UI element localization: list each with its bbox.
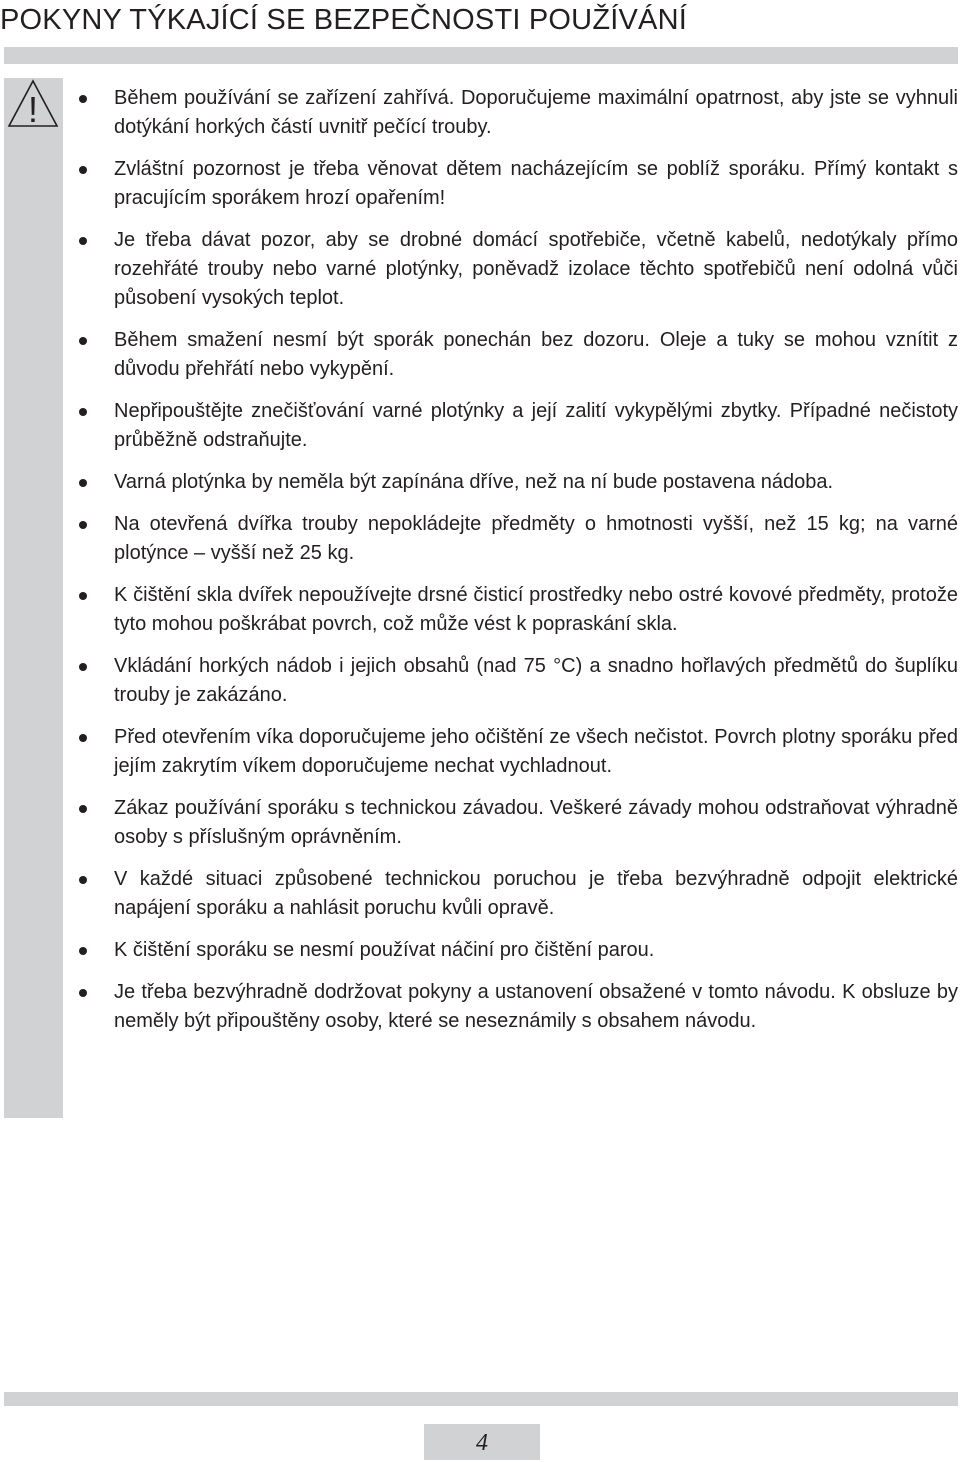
instruction-text: Je třeba dávat pozor, aby se drobné domácí spotřebiče, včetně kabelů, nedotýkaly přímo rozehřáté trouby nebo varné plotýnky, poněvadž izolace těchto spotřebičů není odolná vůči působení vysokých teplot. [114, 229, 958, 309]
footer-divider [4, 1392, 958, 1406]
instruction-text: Vkládání horkých nádob i jejich obsahů (nad 75 °C) a snadno hořlavých předmětů do šuplíku trouby je zakázáno. [114, 655, 958, 706]
instruction-item [76, 397, 958, 455]
instruction-text: Během smažení nesmí být sporák ponechán bez dozoru. Oleje a tuky se mohou vznítit z důvodu přehřátí nebo vykypění. [114, 329, 958, 380]
instruction-item [76, 226, 958, 313]
bullet-icon [79, 166, 87, 174]
bullet-icon [79, 408, 87, 416]
bullet-icon [79, 479, 87, 487]
bullet-icon [79, 521, 87, 529]
instruction-item [76, 936, 958, 965]
bullet-icon [79, 947, 87, 955]
instruction-item [76, 326, 958, 384]
instruction-text: V každé situaci způsobené technickou poruchou je třeba bezvýhradně odpojit elektrické napájení sporáku a nahlásit poruchu kvůli opravě. [114, 868, 958, 919]
instruction-text: Zákaz používání sporáku s technickou závadou. Veškeré závady mohou odstraňovat výhradně osoby s příslušným oprávněním. [114, 797, 958, 848]
instruction-text: Zvláštní pozornost je třeba věnovat dětem nacházejícím se poblíž sporáku. Přímý kontakt s pracujícím sporákem hrozí opařením! [114, 158, 958, 209]
bullet-icon [79, 95, 87, 103]
instruction-text: Na otevřená dvířka trouby nepokládejte předměty o hmotnosti vyšší, než 15 kg; na varné plotýnce – vyšší než 25 kg. [114, 513, 958, 564]
svg-text:!: ! [27, 89, 39, 130]
bullet-icon [79, 663, 87, 671]
instruction-item [76, 510, 958, 568]
instruction-text: Varná plotýnka by neměla být zapínána dříve, než na ní bude postavena nádoba. [114, 471, 834, 493]
page-title: POKYNY TÝKAJÍCÍ SE BEZPEČNOSTI POUŽÍVÁNÍ [0, 4, 687, 36]
warning-sidebar [4, 78, 63, 1118]
instruction-text: Je třeba bezvýhradně dodržovat pokyny a ustanovení obsažené v tomto návodu. K obsluze by neměly být připouštěny osoby, které se neseznámily s obsahem návodu. [114, 981, 958, 1032]
bullet-icon [79, 989, 87, 997]
instruction-text: Nepřipouštějte znečišťování varné plotýnky a její zalití vykypělými zbytky. Případné nečistoty průběžně odstraňujte. [114, 400, 958, 451]
instruction-item [76, 794, 958, 852]
instruction-text: Před otevřením víka doporučujeme jeho očištění ze všech nečistot. Povrch plotny sporáku před jejím zakrytím víkem doporučujeme nechat vychladnout. [114, 726, 958, 777]
bullet-icon [79, 237, 87, 245]
bullet-icon [79, 592, 87, 600]
bullet-icon [79, 734, 87, 742]
page-number: 4 [424, 1424, 540, 1460]
instruction-item [76, 468, 958, 497]
title-divider [4, 47, 958, 64]
instruction-item [76, 84, 958, 142]
safety-instructions-list [76, 84, 958, 1049]
instruction-text: Během používání se zařízení zahřívá. Doporučujeme maximální opatrnost, aby jste se vyhnuli dotýkání horkých částí uvnitř pečící trouby. [114, 87, 958, 138]
warning-triangle-icon [6, 78, 60, 130]
instruction-item [76, 723, 958, 781]
bullet-icon [79, 337, 87, 345]
instruction-item [76, 155, 958, 213]
instruction-text: K čištění sporáku se nesmí používat náčiní pro čištění parou. [114, 939, 655, 961]
instruction-item [76, 652, 958, 710]
instruction-item [76, 581, 958, 639]
bullet-icon [79, 876, 87, 884]
instruction-item [76, 978, 958, 1036]
instruction-item [76, 865, 958, 923]
instruction-text: K čištění skla dvířek nepoužívejte drsné čisticí prostředky nebo ostré kovové předměty, protože tyto mohou poškrábat povrch, což může vést k popraskání skla. [114, 584, 958, 635]
bullet-icon [79, 805, 87, 813]
